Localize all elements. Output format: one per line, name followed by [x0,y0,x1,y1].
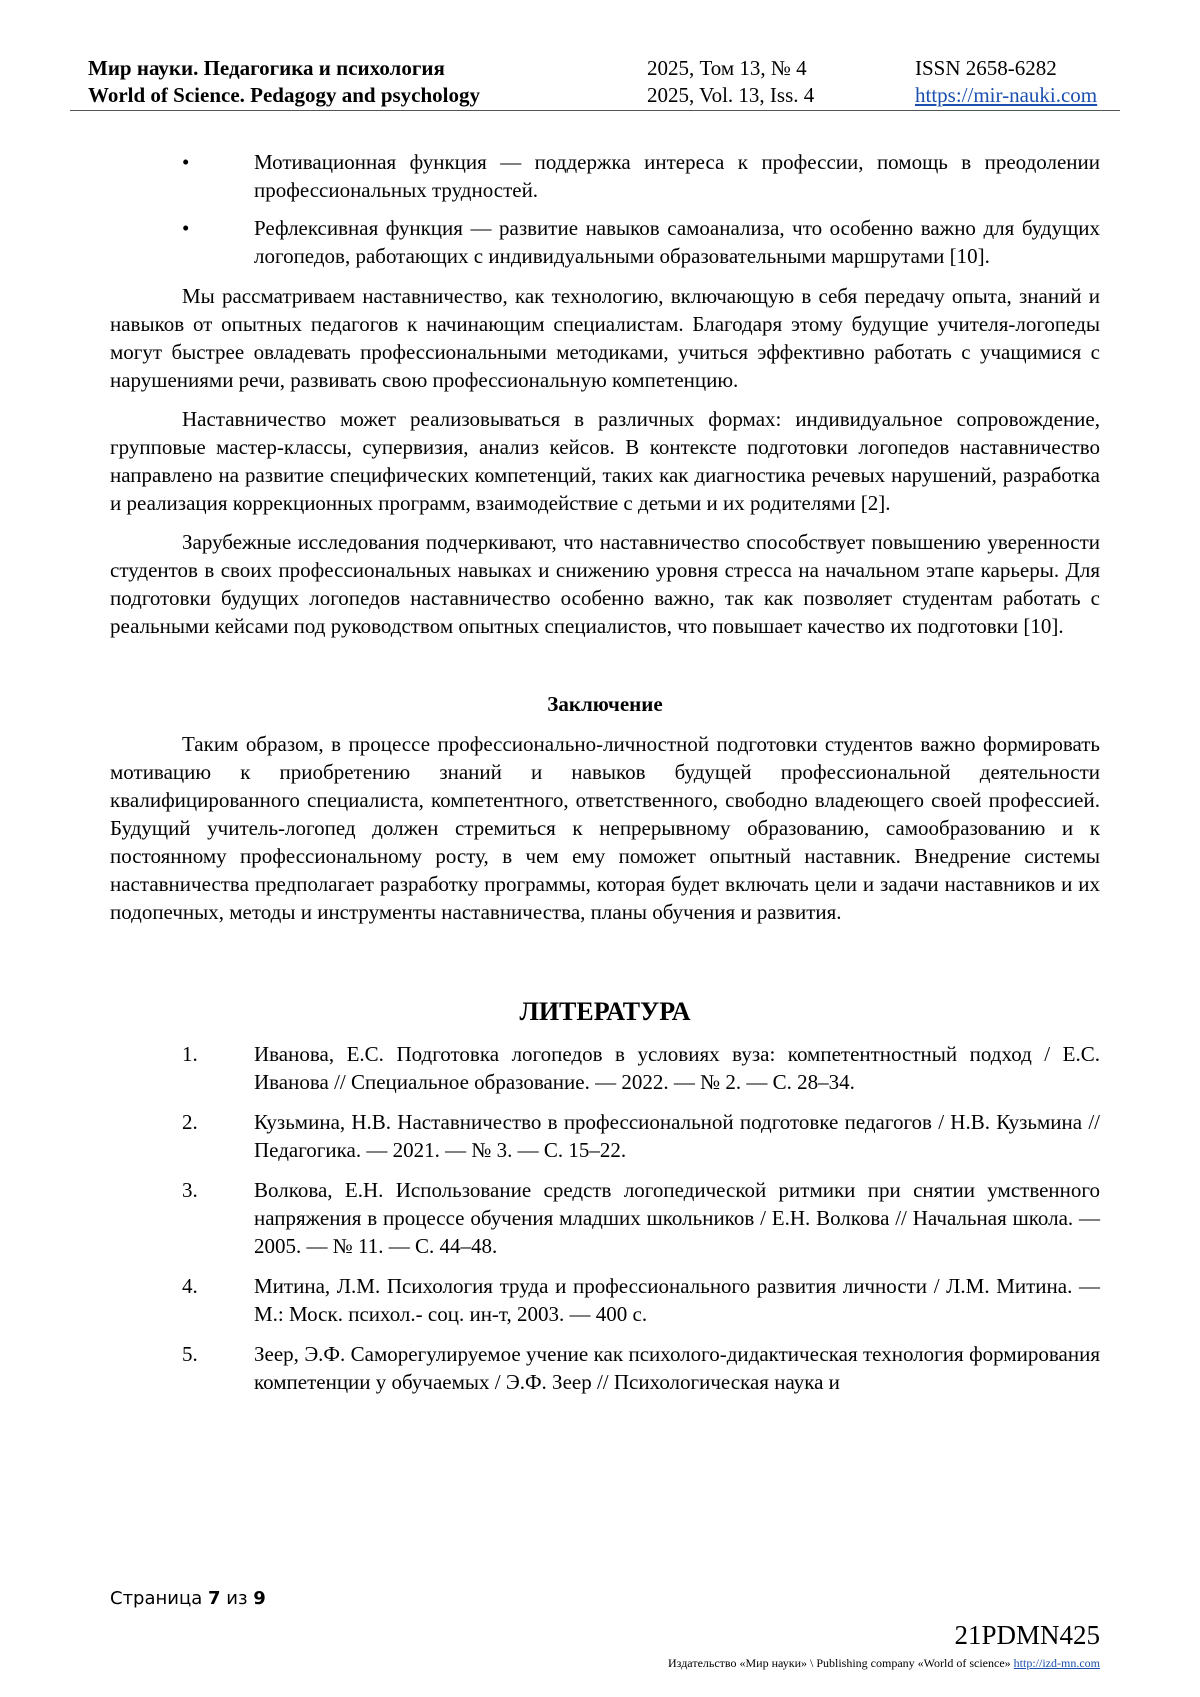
list-item [110,148,1100,204]
issue-ru: 2025, Том 13, № 4 [647,56,807,80]
publisher-link[interactable]: http://izd-mn.com [1013,1656,1100,1670]
function-list [110,148,1100,270]
total-pages: 9 [253,1588,266,1609]
article-code: 21PDMN425 [954,1620,1100,1650]
reference-item: 5. Зеер, Э.Ф. Саморегулируемое учение как психолого-дидактическая технология формирования компетенции у обучаемых / Э.Ф. Зеер // Психологическая наука и [182,1342,1100,1394]
bullet-icon: • [182,216,190,240]
header-divider [70,110,1120,111]
reference-item: 4. Митина, Л.М. Психология труда и профессионального развития личности / Л.М. Митина. — М.: Моск. психол.- соц. ин-т, 2003. — 400 с. [182,1274,1100,1326]
list-item [110,214,1100,270]
journal-title-ru: Мир науки. Педагогика и психология [88,56,445,80]
list-item-text: Рефлексивная функция — развитие навыков самоанализа, что особенно важно для будущих логопедов, работающих с индивидуальными образовательными маршрутами [10]. [254,216,1100,268]
bullet-icon: • [182,150,190,174]
issue-en: 2025, Vol. 13, Iss. 4 [647,83,815,107]
conclusion-paragraph: Таким образом, в процессе профессионально-личностной подготовки студентов важно формировать мотивацию к приобретению знаний и навыков будущей профессиональной деятельности квалифицированного специалиста, компетентного, ответственного, свободно владеющего своей профессией. Будущий учитель-логопед должен стремиться к непрерывному образованию, самообразованию и к постоянному профессиональному росту, в чем ему поможет опытный наставник. Внедрение системы наставничества предполагает разработку программы, которая будет включать цели и задачи наставников и их подопечных, методы и инструменты наставничества, планы обучения и развития. [110,732,1100,924]
page-counter: Страница 7 из 9 [110,1588,266,1609]
journal-header [70,50,1120,110]
journal-title-en: World of Science. Pedagogy and psychology [88,83,481,107]
paragraph: Мы рассматриваем наставничество, как технологию, включающую в себя передачу опыта, знаний и навыков от опытных педагогов к начинающим специалистам. Благодаря этому будущие учителя-логопеды могут быстрее овладевать профессиональными методиками, учиться эффективно работать с учащимися с нарушениями речи, развивать свою профессиональную компетенцию. [110,284,1100,392]
reference-item: 2. Кузьмина, Н.В. Наставничество в профессиональной подготовке педагогов / Н.В. Кузьмина // Педагогика. — 2021. — № 3. — С. 15–22. [182,1110,1100,1162]
paragraph: Зарубежные исследования подчеркивают, что наставничество способствует повышению уверенности студентов в своих профессиональных навыках и снижению уровня стресса на начальном этапе карьеры. Для подготовки будущих логопедов наставничество особенно важно, так как позволяет студентам работать с реальными кейсами под руководством опытных специалистов, что повышает качество их подготовки [10]. [110,530,1100,638]
list-item-text: Мотивационная функция — поддержка интереса к профессии, помощь в преодолении профессиональных трудностей. [254,150,1100,202]
journal-url-link[interactable]: https://mir-nauki.com [915,83,1098,107]
references-list [110,1040,1100,1396]
publisher-line: Издательство «Мир науки» \ Publishing company «World of science» http://izd-mn.com [668,1656,1100,1670]
article-body [110,148,1100,1408]
section-heading-conclusion: Заключение [547,692,663,716]
issn: ISSN 2658-6282 [915,56,1057,80]
paragraph: Наставничество может реализовываться в различных формах: индивидуальное сопровождение, групповые мастер-классы, супервизия, анализ кейсов. В контексте подготовки логопедов наставничество направлено на развитие специфических компетенций, таких как диагностика речевых нарушений, разработка и реализация коррекционных программ, взаимодействие с детьми и их родителями [2]. [110,407,1100,515]
reference-item: 3. Волкова, Е.Н. Использование средств логопедической ритмики при снятии умственного напряжения в процессе обучения младших школьников / Е.Н. Волкова // Начальная школа. — 2005. — № 11. — С. 44–48. [182,1178,1100,1258]
reference-item: 1. Иванова, Е.С. Подготовка логопедов в условиях вуза: компетентностный подход / Е.С. Иванова // Специальное образование. — 2022. — № 2. — С. 28–34. [182,1042,1100,1094]
references-heading: ЛИТЕРАТУРА [519,997,691,1026]
current-page: 7 [208,1588,221,1609]
